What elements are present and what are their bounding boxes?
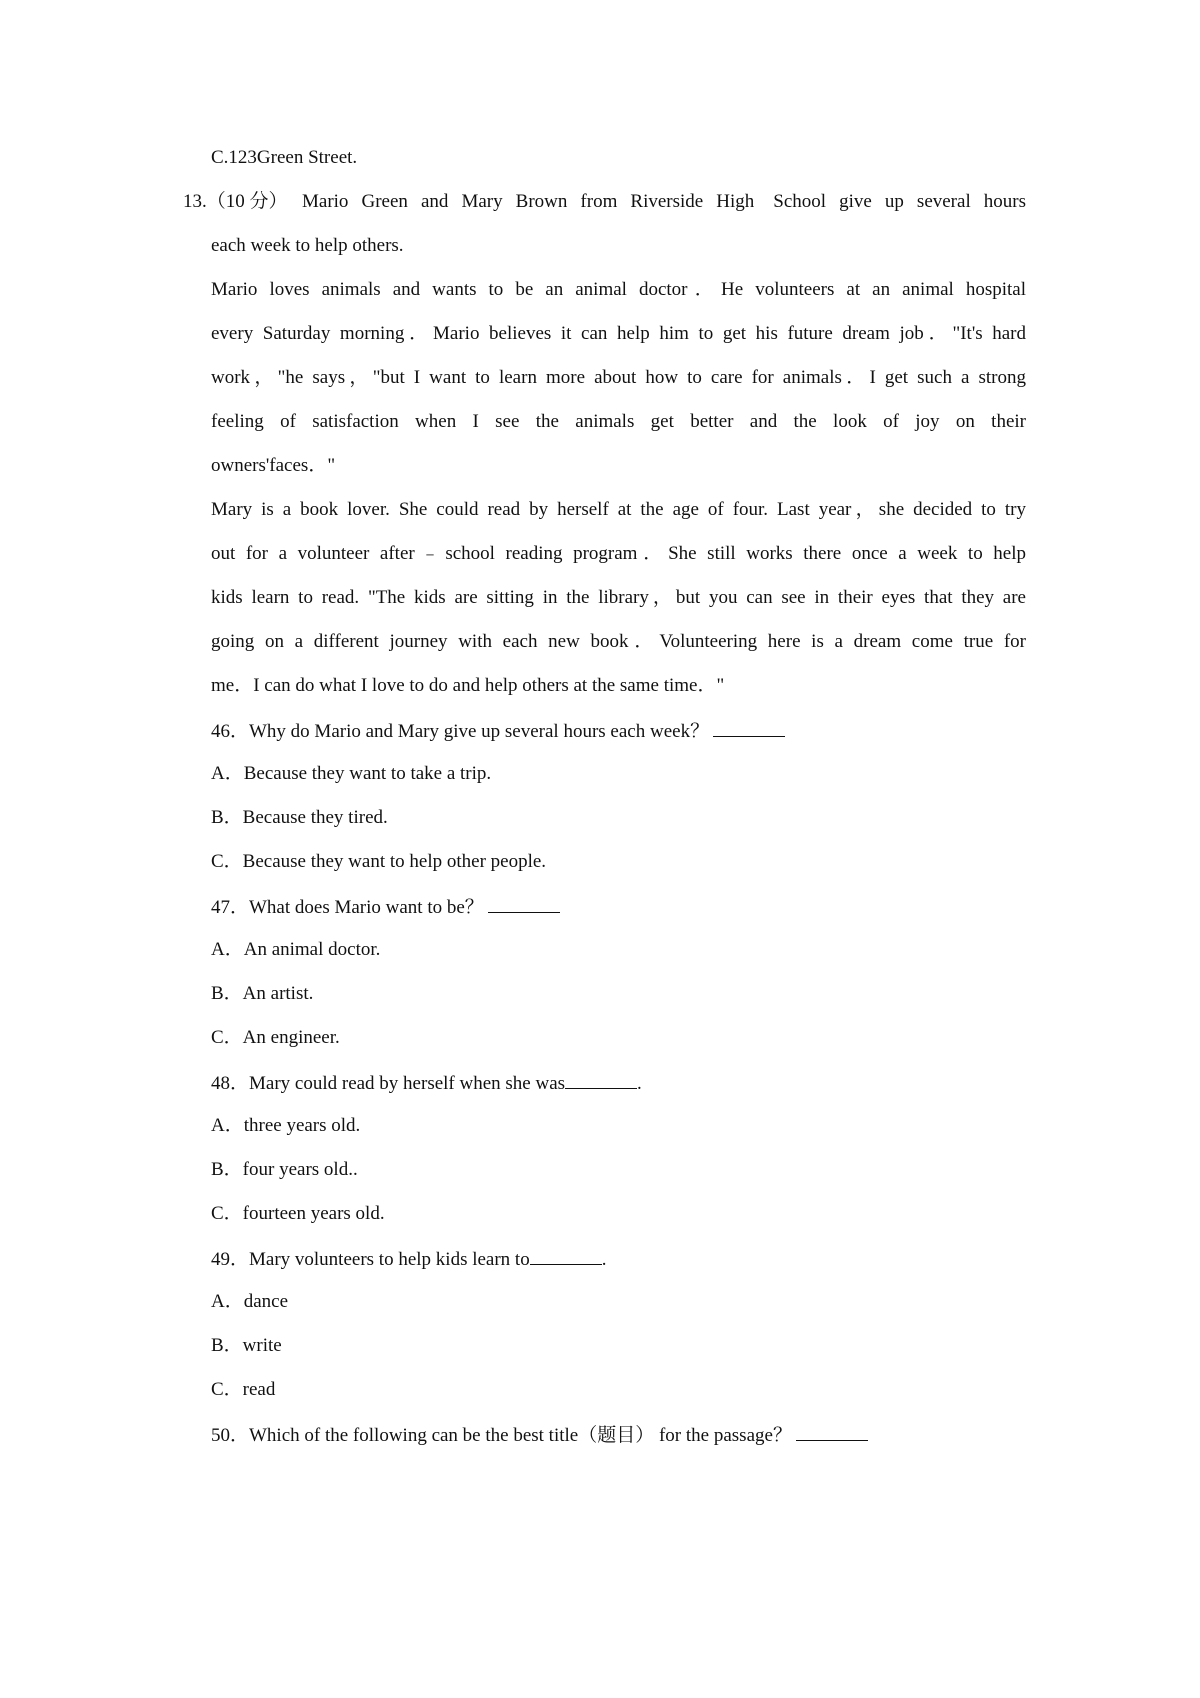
question-46-text: 46．Why do Mario and Mary give up several hours each week？ (211, 721, 710, 742)
q46-option-b: B．Because they tired. (211, 807, 388, 828)
passage-p2-line3: kids learn to read. "The kids are sitting in the library，but you can see in their eyes that they are (211, 587, 1026, 608)
q49-option-a: A．dance (211, 1291, 289, 1312)
q47-option-c: C．An engineer. (211, 1027, 340, 1048)
question-49-text: 49．Mary volunteers to help kids learn to (211, 1249, 530, 1270)
q47-option-b: B．An artist. (211, 983, 314, 1004)
passage-p2-line1: Mary is a book lover. She could read by herself at the age of four. Last year，she decided to try (211, 499, 1026, 520)
q46-option-a: A．Because they want to take a trip. (211, 763, 492, 784)
q49-option-c: C．read (211, 1379, 276, 1400)
question-13-label: 13.（10 分） (183, 191, 288, 212)
q49-option-b: B．write (211, 1335, 282, 1356)
question-47 (211, 894, 560, 920)
question-49-end: . (601, 1249, 607, 1270)
q47-option-a: A．An animal doctor. (211, 939, 381, 960)
q48-option-a: A．three years old. (211, 1115, 361, 1136)
question-49 (211, 1246, 606, 1272)
passage-p2-line2: out for a volunteer after﹣school reading program．She still works there once a week to help (211, 543, 1026, 564)
q48-option-c: C．fourteen years old. (211, 1203, 385, 1224)
answer-blank[interactable] (713, 718, 785, 737)
q48-option-b: B．four years old.. (211, 1159, 358, 1180)
question-48 (211, 1070, 642, 1096)
question-48-end: . (637, 1073, 642, 1094)
answer-blank[interactable] (796, 1422, 868, 1441)
option-c-previous: C.123Green Street. (211, 147, 358, 168)
question-48-text: 48．Mary could read by herself when she was (211, 1073, 566, 1094)
question-13-header-cont: each week to help others. (211, 235, 404, 256)
answer-blank[interactable] (530, 1246, 602, 1265)
question-47-text: 47．What does Mario want to be？ (211, 897, 484, 918)
passage-p1-line2: every Saturday morning．Mario believes it can help him to get his future dream job．"It's hard (211, 323, 1026, 344)
answer-blank[interactable] (488, 894, 560, 913)
passage-p2-line4: going on a different journey with each new book．Volunteering here is a dream come true for (211, 631, 1026, 652)
passage-p1-line3: work，"he says，"but I want to learn more about how to care for animals．I get such a strong (211, 367, 1026, 388)
passage-p1-line4: feeling of satisfaction when I see the animals get better and the look of joy on their (211, 411, 1026, 432)
question-13-header: Mario Green and Mary Brown from Riverside High School give up several hours (302, 191, 1026, 212)
q46-option-c: C．Because they want to help other people. (211, 851, 547, 872)
question-50 (211, 1422, 868, 1448)
answer-blank[interactable] (565, 1070, 637, 1089)
passage-p1-line5: owners'faces．" (211, 455, 336, 476)
question-46 (211, 718, 785, 744)
passage-p2-line5: me．I can do what I love to do and help others at the same time．" (211, 675, 725, 696)
question-50-text: 50．Which of the following can be the best title（题目） for the passage？ (211, 1425, 792, 1446)
passage-p1-line1: Mario loves animals and wants to be an animal doctor．He volunteers at an animal hospital (211, 279, 1026, 300)
